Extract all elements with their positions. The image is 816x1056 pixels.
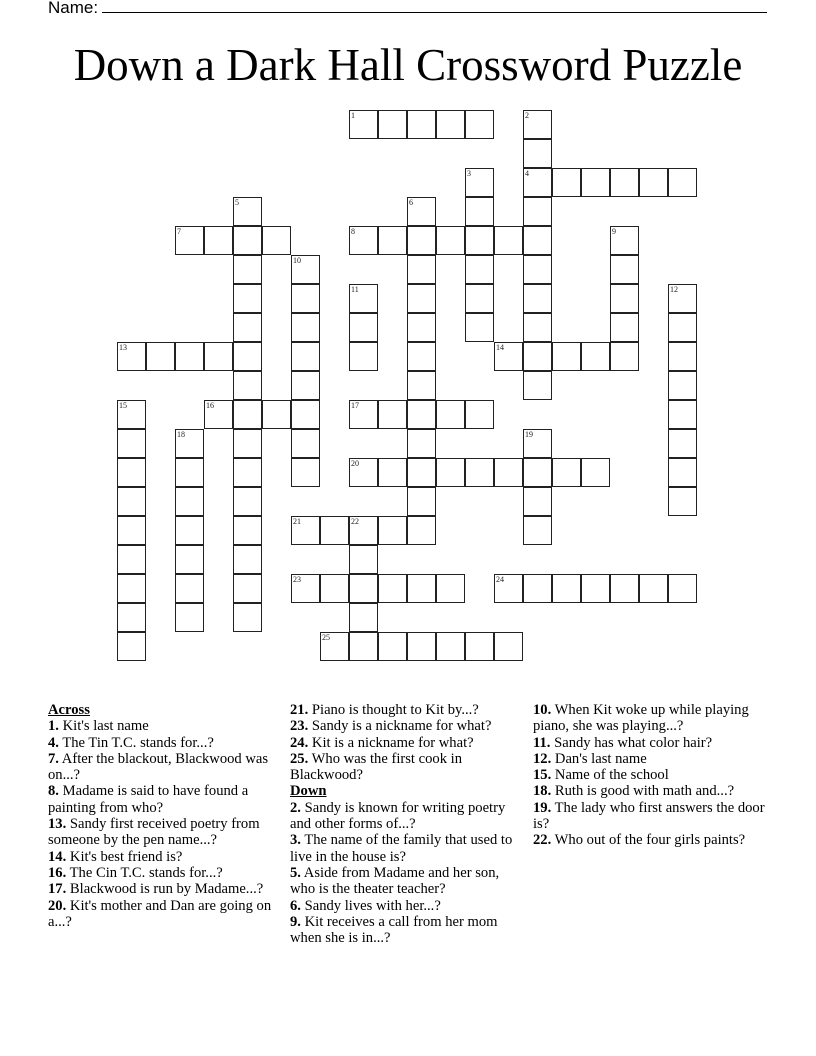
grid-cell[interactable]	[291, 371, 320, 400]
clue-down-11: 11. Sandy has what color hair?	[533, 734, 713, 751]
grid-cell[interactable]	[407, 371, 436, 400]
clues-column-1	[48, 702, 278, 930]
clue-number: 8	[351, 227, 355, 236]
grid-cell[interactable]	[523, 342, 552, 371]
clue-number: 5	[235, 198, 239, 207]
grid-cell[interactable]	[117, 603, 146, 632]
grid-cell[interactable]	[233, 487, 262, 516]
clue-down-22: 22. Who out of the four girls paints?	[533, 832, 746, 849]
grid-cell[interactable]	[523, 371, 552, 400]
grid-cell[interactable]	[407, 342, 436, 371]
grid-cell[interactable]	[581, 458, 610, 487]
grid-cell[interactable]	[291, 458, 320, 487]
grid-cell[interactable]	[523, 226, 552, 255]
grid-cell[interactable]	[378, 110, 407, 139]
grid-cell[interactable]	[233, 516, 262, 545]
grid-cell[interactable]	[523, 313, 552, 342]
grid-cell[interactable]	[407, 574, 436, 603]
grid-cell[interactable]	[523, 574, 552, 603]
grid-cell[interactable]	[552, 342, 581, 371]
clue-across-25: 25. Who was the first cook in Blackwood?	[290, 750, 463, 784]
grid-cell[interactable]	[378, 226, 407, 255]
clue-down-18: 18. Ruth is good with math and...?	[533, 783, 735, 800]
page-title: Down a Dark Hall Crossword Puzzle	[73, 40, 743, 90]
grid-cell[interactable]	[233, 603, 262, 632]
grid-cell[interactable]	[349, 110, 378, 139]
grid-cell[interactable]	[117, 458, 146, 487]
grid-cell[interactable]	[378, 574, 407, 603]
clue-number: 22	[351, 517, 359, 526]
clue-number: 16	[206, 401, 214, 410]
grid-cell[interactable]	[349, 574, 378, 603]
grid-cell[interactable]	[523, 139, 552, 168]
grid-cell[interactable]	[668, 284, 697, 313]
grid-cell[interactable]	[320, 574, 349, 603]
grid-cell[interactable]	[407, 226, 436, 255]
grid-cell[interactable]	[465, 632, 494, 661]
grid-cell[interactable]	[175, 545, 204, 574]
clue-down-3: 3. The name of the family that used to live in the house is?	[290, 832, 513, 865]
clue-across-16: 16. The Cin T.C. stands for...?	[48, 864, 223, 881]
grid-cell[interactable]	[610, 574, 639, 603]
grid-cell[interactable]	[465, 226, 494, 255]
grid-cell[interactable]	[117, 516, 146, 545]
grid-cell[interactable]	[175, 226, 204, 255]
clue-number: 18	[177, 430, 185, 439]
grid-cell[interactable]	[465, 255, 494, 284]
grid-cell[interactable]	[117, 487, 146, 516]
grid-cell[interactable]	[349, 400, 378, 429]
grid-cell[interactable]	[552, 168, 581, 197]
grid-cell[interactable]	[465, 313, 494, 342]
clue-number: 1	[351, 111, 355, 120]
grid-cell[interactable]	[581, 168, 610, 197]
grid-cell[interactable]	[523, 110, 552, 139]
clue-number: 10	[293, 256, 301, 265]
clue-number: 17	[351, 401, 359, 410]
grid-cell[interactable]	[668, 168, 697, 197]
grid-cell[interactable]	[523, 255, 552, 284]
grid-cell[interactable]	[349, 516, 378, 545]
grid-cell[interactable]	[204, 342, 233, 371]
grid-cell[interactable]	[668, 400, 697, 429]
clue-number: 23	[293, 575, 301, 584]
clue-number: 9	[612, 227, 616, 236]
grid-cell[interactable]	[175, 429, 204, 458]
grid-cell[interactable]	[233, 458, 262, 487]
grid-cell[interactable]	[378, 632, 407, 661]
grid-cell[interactable]	[291, 313, 320, 342]
clue-number: 14	[496, 343, 504, 352]
grid-cell[interactable]	[233, 313, 262, 342]
clue-number: 11	[351, 285, 359, 294]
clue-number: 3	[467, 169, 471, 178]
grid-cell[interactable]	[349, 342, 378, 371]
grid-cell[interactable]	[407, 516, 436, 545]
grid-cell[interactable]	[465, 284, 494, 313]
grid-cell[interactable]	[117, 632, 146, 661]
grid-cell[interactable]	[349, 284, 378, 313]
grid-cell[interactable]	[610, 342, 639, 371]
grid-cell[interactable]	[291, 284, 320, 313]
grid-cell[interactable]	[262, 226, 291, 255]
clue-number: 24	[496, 575, 504, 584]
grid-cell[interactable]	[610, 226, 639, 255]
clue-number: 15	[119, 401, 127, 410]
grid-cell[interactable]	[639, 168, 668, 197]
down-header: Down	[290, 783, 327, 800]
grid-cell[interactable]	[291, 400, 320, 429]
grid-cell[interactable]	[436, 458, 465, 487]
grid-cell[interactable]	[233, 371, 262, 400]
clue-number: 25	[322, 633, 330, 642]
grid-cell[interactable]	[175, 574, 204, 603]
across-header: Across	[48, 702, 90, 718]
clue-across-21: 21. Piano is thought to Kit by...?	[290, 702, 479, 718]
clue-across-23: 23. Sandy is a nickname for what?	[290, 718, 492, 735]
grid-cell[interactable]	[668, 313, 697, 342]
clue-across-1: 1. Kit's last name	[48, 718, 149, 735]
grid-cell[interactable]	[523, 429, 552, 458]
grid-cell[interactable]	[436, 574, 465, 603]
grid-cell[interactable]	[320, 516, 349, 545]
grid-cell[interactable]	[523, 516, 552, 545]
clue-across-13: 13. Sandy first received poetry from someone by the pen name...?	[48, 816, 260, 849]
grid-cell[interactable]	[291, 574, 320, 603]
grid-cell[interactable]	[523, 168, 552, 197]
grid-cell[interactable]	[291, 516, 320, 545]
grid-cell[interactable]	[407, 313, 436, 342]
grid-cell[interactable]	[233, 545, 262, 574]
clues-column-2	[290, 702, 525, 946]
grid-cell[interactable]	[117, 545, 146, 574]
grid-cell[interactable]	[668, 574, 697, 603]
grid-cell[interactable]	[407, 284, 436, 313]
grid-cell[interactable]	[233, 284, 262, 313]
grid-cell[interactable]	[407, 197, 436, 226]
clue-across-24: 24. Kit is a nickname for what?	[290, 734, 474, 751]
grid-cell[interactable]	[233, 342, 262, 371]
grid-cell[interactable]	[407, 458, 436, 487]
grid-cell[interactable]	[581, 574, 610, 603]
grid-cell[interactable]	[610, 255, 639, 284]
clue-across-20: 20. Kit's mother and Dan are going on a...?	[48, 897, 272, 930]
clue-down-2: 2. Sandy is known for writing poetry and other forms of...?	[290, 799, 506, 833]
grid-cell[interactable]	[407, 429, 436, 458]
clue-number: 19	[525, 430, 533, 439]
grid-cell[interactable]	[175, 603, 204, 632]
grid-cell[interactable]	[610, 284, 639, 313]
clue-across-8: 8. Madame is said to have found a painting from who?	[48, 783, 249, 816]
grid-cell[interactable]	[581, 342, 610, 371]
grid-cell[interactable]	[407, 110, 436, 139]
grid-cell[interactable]	[233, 255, 262, 284]
grid-cell[interactable]	[436, 632, 465, 661]
clue-number: 21	[293, 517, 301, 526]
grid-cell[interactable]	[494, 458, 523, 487]
grid-cell[interactable]	[494, 226, 523, 255]
clue-across-4: 4. The Tin T.C. stands for...?	[48, 734, 214, 751]
clue-across-7: 7. After the blackout, Blackwood was on...?	[48, 750, 269, 784]
grid-cell[interactable]	[523, 487, 552, 516]
grid-cell[interactable]	[291, 255, 320, 284]
grid-cell[interactable]	[668, 371, 697, 400]
grid-cell[interactable]	[117, 342, 146, 371]
clue-down-19: 19. The lady who first answers the door is?	[533, 799, 765, 833]
grid-cell[interactable]	[407, 255, 436, 284]
clue-number: 6	[409, 198, 413, 207]
grid-cell[interactable]	[117, 574, 146, 603]
grid-cell[interactable]	[523, 284, 552, 313]
clues-column-3	[533, 702, 773, 849]
clue-number: 2	[525, 111, 529, 120]
grid-cell[interactable]	[378, 516, 407, 545]
grid-cell[interactable]	[436, 226, 465, 255]
grid-cell[interactable]	[523, 458, 552, 487]
grid-cell[interactable]	[117, 429, 146, 458]
clue-number: 7	[177, 227, 181, 236]
clue-across-14: 14. Kit's best friend is?	[48, 848, 183, 865]
grid-cell[interactable]	[552, 458, 581, 487]
grid-cell[interactable]	[175, 516, 204, 545]
clue-down-5: 5. Aside from Madame and her son, who is the theater teacher?	[290, 864, 500, 898]
clue-number: 13	[119, 343, 127, 352]
grid-cell[interactable]	[349, 458, 378, 487]
grid-cell[interactable]	[465, 110, 494, 139]
grid-cell[interactable]	[378, 400, 407, 429]
grid-cell[interactable]	[175, 458, 204, 487]
grid-cell[interactable]	[233, 574, 262, 603]
grid-cell[interactable]	[668, 487, 697, 516]
grid-cell[interactable]	[465, 197, 494, 226]
grid-cell[interactable]	[494, 342, 523, 371]
grid-cell[interactable]	[349, 603, 378, 632]
grid-cell[interactable]	[175, 487, 204, 516]
grid-cell[interactable]	[320, 632, 349, 661]
grid-cell[interactable]	[175, 342, 204, 371]
grid-cell[interactable]	[523, 197, 552, 226]
grid-cell[interactable]	[465, 400, 494, 429]
grid-cell[interactable]	[494, 574, 523, 603]
grid-cell[interactable]	[407, 400, 436, 429]
clue-number: 4	[525, 169, 529, 178]
grid-cell[interactable]	[639, 574, 668, 603]
clue-down-15: 15. Name of the school	[533, 767, 669, 784]
clue-down-9: 9. Kit receives a call from her mom when she is in...?	[290, 913, 498, 947]
grid-cell[interactable]	[349, 226, 378, 255]
grid-cell[interactable]	[668, 458, 697, 487]
grid-cell[interactable]	[668, 429, 697, 458]
grid-cell[interactable]	[204, 400, 233, 429]
clue-number: 20	[351, 459, 359, 468]
grid-cell[interactable]	[233, 400, 262, 429]
grid-cell[interactable]	[262, 400, 291, 429]
grid-cell[interactable]	[436, 400, 465, 429]
clue-number: 12	[670, 285, 678, 294]
grid-cell[interactable]	[233, 226, 262, 255]
clue-down-6: 6. Sandy lives with her...?	[290, 897, 441, 914]
grid-cell[interactable]	[494, 632, 523, 661]
grid-cell[interactable]	[436, 110, 465, 139]
grid-cell[interactable]	[233, 197, 262, 226]
grid-cell[interactable]	[465, 458, 494, 487]
grid-cell[interactable]	[349, 545, 378, 574]
grid-cell[interactable]	[407, 632, 436, 661]
name-label: Name:	[48, 0, 99, 17]
grid-cell[interactable]	[668, 342, 697, 371]
grid-cell[interactable]	[204, 226, 233, 255]
grid-cell[interactable]	[407, 487, 436, 516]
grid-cell[interactable]	[552, 574, 581, 603]
clue-down-10: 10. When Kit woke up while playing piano, she was playing...?	[533, 702, 749, 735]
grid-cell[interactable]	[146, 342, 175, 371]
grid-cell[interactable]	[610, 168, 639, 197]
clue-down-12: 12. Dan's last name	[533, 750, 647, 767]
grid-cell[interactable]	[233, 429, 262, 458]
grid-cell[interactable]	[378, 458, 407, 487]
grid-cell[interactable]	[465, 168, 494, 197]
grid-cell[interactable]	[610, 313, 639, 342]
grid-cell[interactable]	[349, 313, 378, 342]
grid-cell[interactable]	[349, 632, 378, 661]
grid-cell[interactable]	[291, 342, 320, 371]
grid-cell[interactable]	[117, 400, 146, 429]
clue-across-17: 17. Blackwood is run by Madame...?	[48, 881, 264, 898]
grid-cell[interactable]	[291, 429, 320, 458]
